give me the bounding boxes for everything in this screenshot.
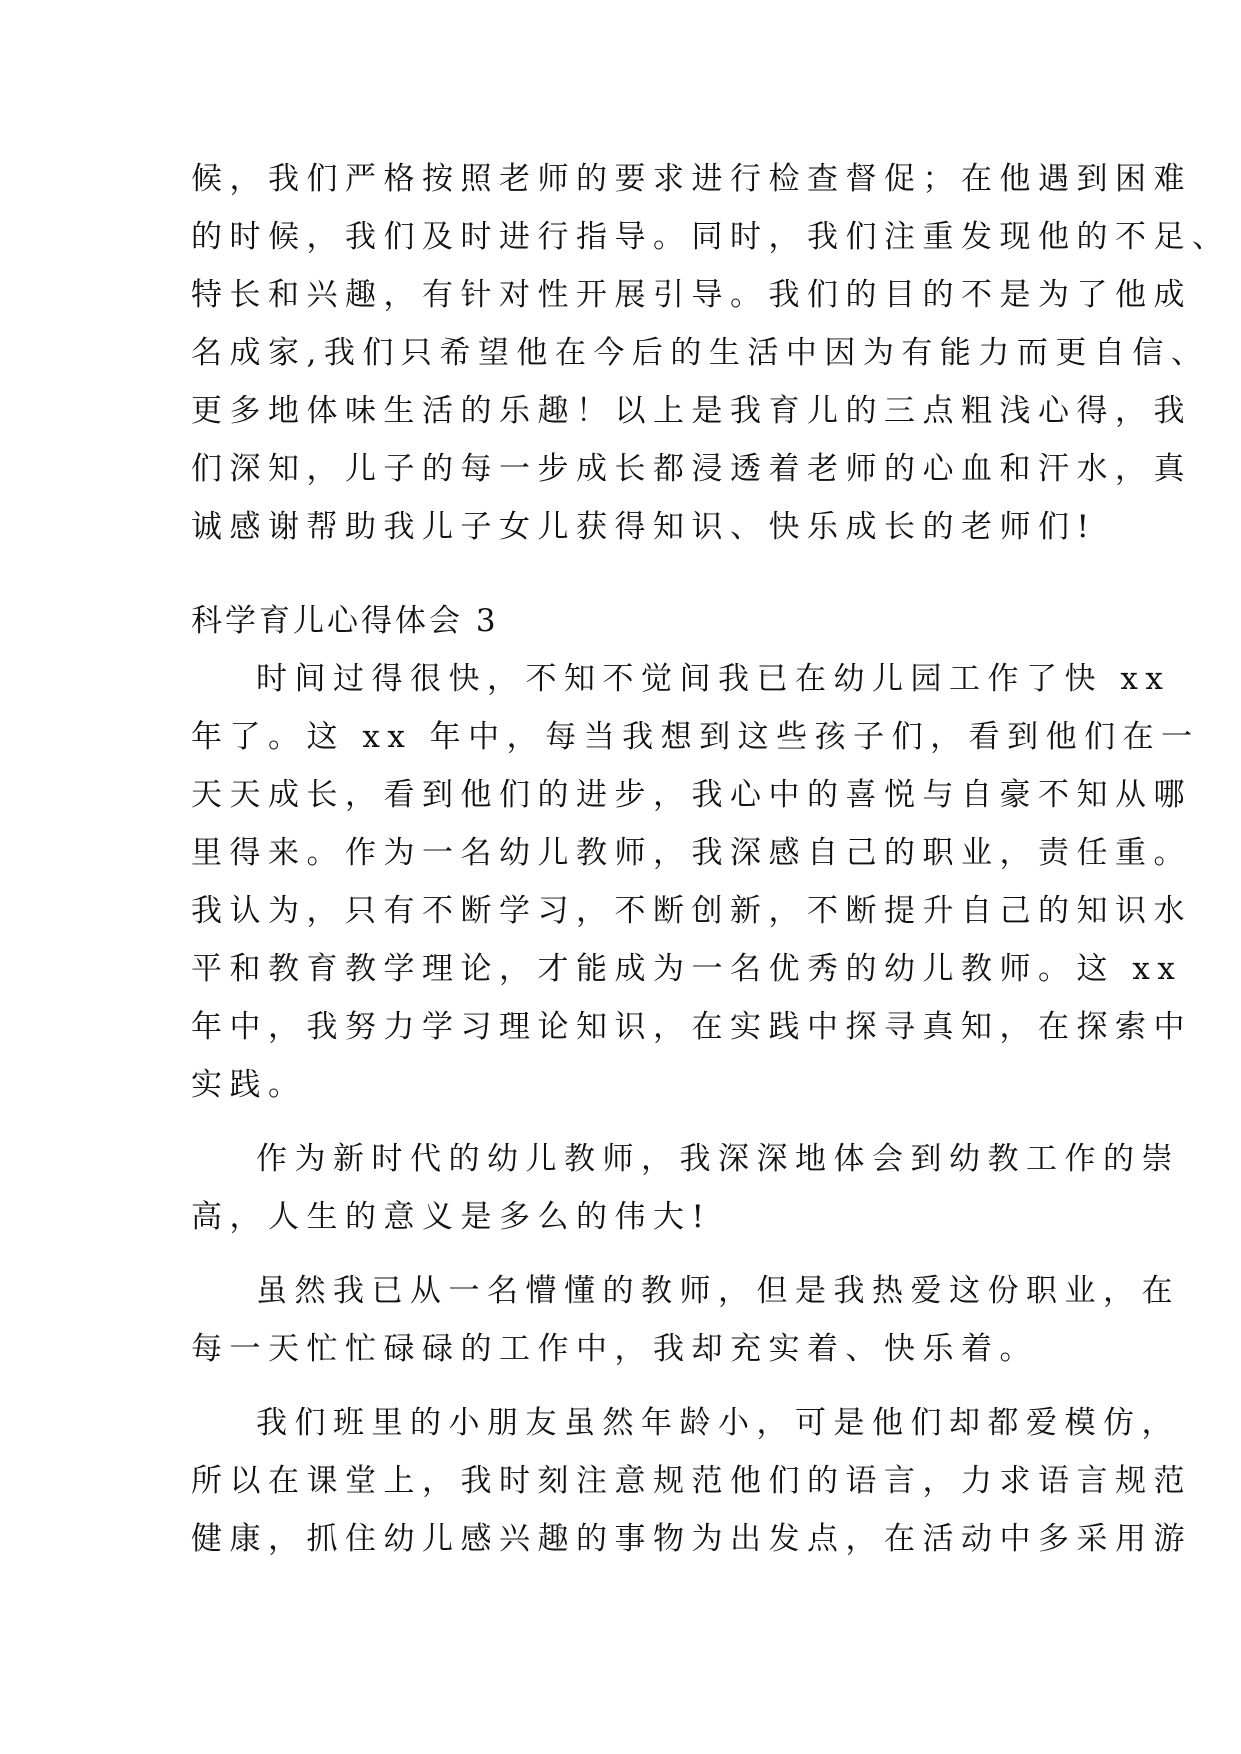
- paragraph-line: 特长和兴趣，有针对性开展引导。我们的目的不是为了他成: [191, 277, 1192, 313]
- paragraph-line: 年了。这 xx 年中，每当我想到这些孩子们，看到他们在一: [191, 719, 1200, 755]
- paragraph-line: 我认为，只有不断学习，不断创新，不断提升自己的知识水: [191, 893, 1192, 929]
- paragraph-line: 高，人生的意义是多么的伟大!: [191, 1199, 712, 1235]
- paragraph-line: 里得来。作为一名幼儿教师，我深感自己的职业，责任重。: [191, 835, 1192, 871]
- paragraph-line: 更多地体味生活的乐趣！以上是我育儿的三点粗浅心得，我: [191, 393, 1192, 429]
- paragraph-line: 虽然我已从一名懵懂的教师，但是我热爱这份职业，在: [256, 1273, 1180, 1309]
- paragraph-line: 们深知，儿子的每一步成长都浸透着老师的心血和汗水，真: [191, 451, 1192, 487]
- paragraph-line: 所以在课堂上，我时刻注意规范他们的语言，力求语言规范: [191, 1463, 1192, 1499]
- paragraph-line: 平和教育教学理论，才能成为一名优秀的幼儿教师。这 xx: [191, 951, 1183, 987]
- paragraph-line: 名成家,我们只希望他在今后的生活中因为有能力而更自信、: [191, 335, 1210, 371]
- section-heading: 科学育儿心得体会 3: [191, 603, 499, 639]
- paragraph-line: 的时候，我们及时进行指导。同时，我们注重发现他的不足、: [191, 219, 1231, 255]
- paragraph-line: 天天成长，看到他们的进步，我心中的喜悦与自豪不知从哪: [191, 777, 1192, 813]
- paragraph-line: 实践。: [191, 1067, 307, 1103]
- paragraph-line: 年中，我努力学习理论知识，在实践中探寻真知，在探索中: [191, 1009, 1192, 1045]
- paragraph-line: 每一天忙忙碌碌的工作中，我却充实着、快乐着。: [191, 1331, 1038, 1367]
- paragraph-line: 候，我们严格按照老师的要求进行检查督促；在他遇到困难: [191, 161, 1192, 197]
- paragraph-line: 我们班里的小朋友虽然年龄小，可是他们却都爱模仿，: [256, 1405, 1180, 1441]
- paragraph-line: 作为新时代的幼儿教师，我深深地体会到幼教工作的崇: [256, 1141, 1180, 1177]
- paragraph-line: 诚感谢帮助我儿子女儿获得知识、快乐成长的老师们!: [191, 509, 1097, 545]
- paragraph-line: 时间过得很快，不知不觉间我已在幼儿园工作了快 xx: [256, 661, 1171, 697]
- paragraph-line: 健康，抓住幼儿感兴趣的事物为出发点，在活动中多采用游: [191, 1521, 1192, 1557]
